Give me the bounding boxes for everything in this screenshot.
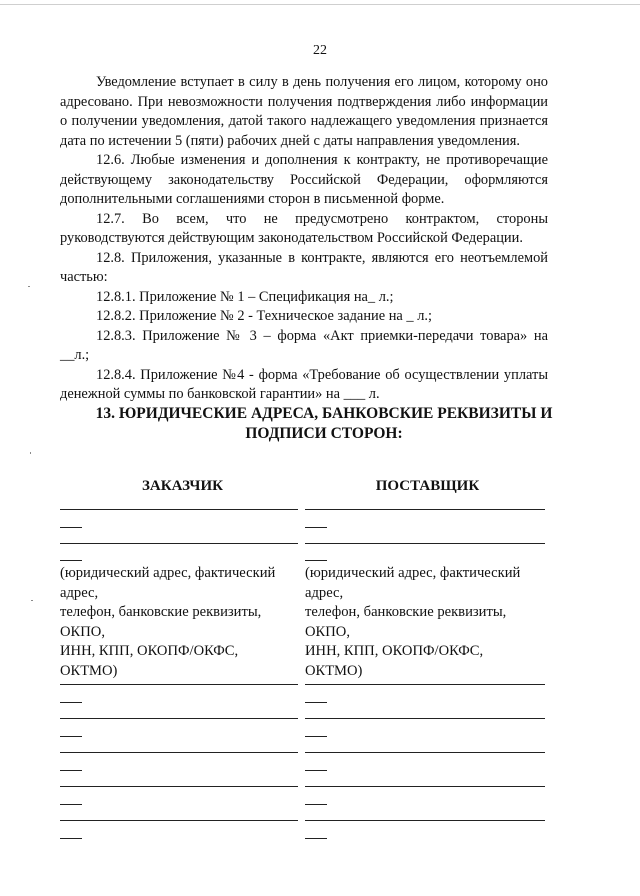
customer-dash	[60, 770, 82, 771]
hint-line: телефон, банковские реквизиты,	[305, 604, 507, 620]
hint-line: (юридический адрес, фактический	[305, 565, 521, 581]
supplier-title: ПОСТАВЩИК	[375, 478, 480, 494]
hint-line: адрес,	[60, 584, 99, 601]
scan-artifact	[30, 452, 31, 454]
customer-dash	[60, 702, 82, 703]
hint-line: ИНН, КПП, ОКОПФ/ОКФС,	[305, 643, 484, 659]
customer-line	[60, 684, 298, 685]
paragraph-12-8-4: 12.8.4. Приложение №4 - форма «Требование об осуществлении уплаты денежной суммы по банковской гарантии» на ___ л.	[60, 366, 548, 402]
supplier-dash	[305, 770, 327, 771]
hint-line: ИНН, КПП, ОКОПФ/ОКФС,	[60, 643, 239, 659]
page-number: 22	[313, 43, 327, 58]
supplier-dash	[305, 527, 327, 528]
hint-line: телефон, банковские реквизиты,	[60, 604, 262, 620]
customer-line	[60, 786, 298, 787]
section-heading	[60, 404, 588, 444]
supplier-line	[305, 509, 545, 510]
supplier-dash	[305, 838, 327, 839]
hint-line: ОКТМО)	[60, 662, 118, 679]
customer-dash	[60, 527, 82, 528]
hint-line: (юридический адрес, фактический	[60, 565, 276, 581]
supplier-dash	[305, 560, 327, 561]
customer-dash	[60, 736, 82, 737]
customer-dash	[60, 804, 82, 805]
paragraph-12-8: 12.8. Приложения, указанные в контракте, являются его неотъемлемой частью:	[60, 249, 548, 285]
section-heading-line-1: 13. ЮРИДИЧЕСКИЕ АДРЕСА, БАНКОВСКИЕ РЕКВИЗИТЫ И	[95, 405, 553, 422]
paragraph-12-6: 12.6. Любые изменения и дополнения к контракту, не противоречащие действующему законодательству Российской Федерации, оформляются дополнительными соглашениями сторон в письменной форме.	[60, 152, 548, 207]
supplier-requisites-hint	[305, 564, 550, 681]
paragraph-12-8-1: 12.8.1. Приложение № 1 – Спецификация на_ л.;	[96, 288, 394, 305]
customer-requisites-hint	[60, 564, 305, 681]
customer-dash	[60, 838, 82, 839]
customer-dash	[60, 560, 82, 561]
customer-line	[60, 820, 298, 821]
paragraph-12-7: 12.7. Во всем, что не предусмотрено контрактом, стороны руководствуются действующим законодательством Российской Федерации.	[60, 210, 548, 246]
hint-line: ОКПО,	[60, 623, 105, 640]
supplier-dash	[305, 736, 327, 737]
paragraph-notice-effective: Уведомление вступает в силу в день получения его лицом, которому оно адресовано. При невозможности получения подтверждения либо информации о получении уведомления, датой такого надлежащего уведомления признается дата по истечении 5 (пяти) рабочих дней с даты направления уведомления.	[60, 74, 548, 149]
supplier-line	[305, 786, 545, 787]
paragraph-12-8-3: 12.8.3. Приложение № 3 – форма «Акт приемки-передачи товара» на __л.;	[60, 327, 548, 363]
scan-edge	[0, 4, 640, 5]
supplier-dash	[305, 702, 327, 703]
customer-line	[60, 543, 298, 544]
hint-line: адрес,	[305, 584, 344, 601]
supplier-line	[305, 718, 545, 719]
scan-artifact	[28, 286, 30, 287]
supplier-line	[305, 752, 545, 753]
customer-line	[60, 718, 298, 719]
paragraph-12-8-2: 12.8.2. Приложение № 2 - Техническое задание на _ л.;	[96, 308, 432, 324]
supplier-line	[305, 684, 545, 685]
customer-title: ЗАКАЗЧИК	[142, 478, 223, 494]
customer-line	[60, 509, 298, 510]
hint-line: ОКПО,	[305, 623, 350, 640]
hint-line: ОКТМО)	[305, 662, 363, 679]
customer-line	[60, 752, 298, 753]
supplier-line	[305, 820, 545, 821]
supplier-line	[305, 543, 545, 544]
scan-artifact	[31, 600, 33, 601]
contract-text	[60, 73, 548, 405]
section-heading-line-2: ПОДПИСИ СТОРОН:	[245, 425, 403, 442]
supplier-dash	[305, 804, 327, 805]
